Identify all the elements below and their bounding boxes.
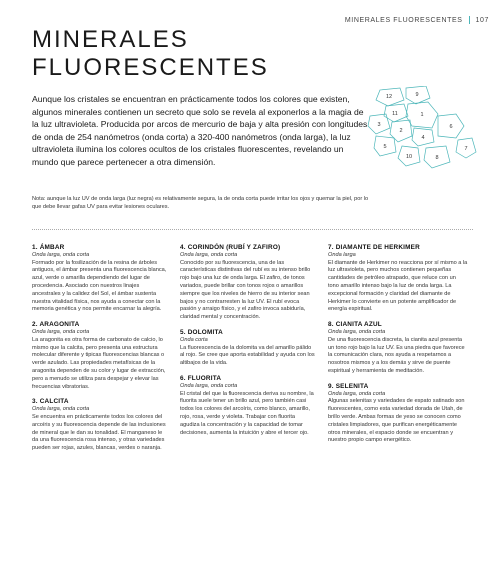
label-1: 1 xyxy=(420,112,424,118)
label-11: 11 xyxy=(392,111,398,117)
entry-wavelength: Onda larga, onda corta xyxy=(180,382,238,389)
column-1 xyxy=(32,244,168,460)
page-number: 107 xyxy=(475,16,489,24)
intro-paragraph: Aunque los cristales se encuentran en prácticamente todos los colores que existen, algunos minerales contienen un secreto que solo se revela al exponerlos a la magia de la luz ultravioleta. Producida por arcos de mercurio de baja y alta presión con longitudes de onda de 254 nanómetros (onda corta) a 320-400 nanómetros (onda larga), la luz ultravioleta ilumina los colores ocultos de los cristales fluorescentes, revelando un mundo que parece pertenecer a otra dimensión. xyxy=(32,94,368,167)
entry-aragonita xyxy=(32,321,168,391)
label-4: 4 xyxy=(421,135,425,141)
label-7: 7 xyxy=(464,146,468,152)
section-divider xyxy=(32,229,473,230)
label-10: 10 xyxy=(405,154,413,160)
entry-selenita xyxy=(328,383,468,445)
entry-wavelength: Onda larga, onda corta xyxy=(180,252,238,258)
label-8: 8 xyxy=(435,155,439,161)
entry-wavelength: Onda larga xyxy=(328,252,356,258)
label-6: 6 xyxy=(449,124,453,130)
entry-body: El cristal del que la fluorescencia deriva su nombre, la fluorita suele tener un brillo azul, pero también casi todos los colores del arcoíris, como blanco, amarillo, rojo, rosa, verde y violeta. Trabajar con fluorita agudiza la concentración y la capacidad de tomar decisiones, aumenta la intuición y abre el tercer ojo. xyxy=(180,390,314,436)
label-2: 2 xyxy=(399,128,403,134)
entry-body: Formado por la fosilización de la resina de árboles antiguos, el ámbar presenta una fluorescencia blanca, azul, verde o amarilla dependiendo del lugar de procedencia. Asociado con nuestros linajes ancestrales y la calidez del Sol, el ámbar sustenta nuestra vitalidad física, nos ayuda a conectar con la memoria genética y nos permite encarnar la alegría. xyxy=(32,259,167,313)
entry-wavelength: Onda larga, onda corta xyxy=(32,252,90,258)
title-line-1: MINERALES xyxy=(32,26,189,53)
entry-wavelength: Onda corta xyxy=(180,336,208,343)
entry-wavelength: Onda larga, onda corta xyxy=(32,406,90,413)
entry-herkimer xyxy=(328,244,468,314)
column-2 xyxy=(180,244,316,444)
entry-corindon xyxy=(180,244,316,322)
label-3: 3 xyxy=(377,122,381,128)
entry-calcita xyxy=(32,398,168,453)
entry-title: 2. ARAGONITA xyxy=(32,321,80,329)
entry-cianita xyxy=(328,321,468,376)
running-header xyxy=(345,16,489,24)
safety-note: Nota: aunque la luz UV de onda larga (luz negra) es relativamente segura, la de onda corta puede irritar los ojos y quemar la piel, por lo que debe llevar gafas UV para evitar lesiones oculares. xyxy=(32,196,369,211)
header-divider xyxy=(469,16,470,24)
entry-body: De una fluorescencia discreta, la cianita azul presenta un tono rojo bajo la luz UV. Es una piedra que favorece la comunicación clara, nos ayuda a respetarnos a nosotros mismos y a los demás y sirve de puente espiritual y herramienta de meditación. xyxy=(328,336,465,374)
entry-body: Se encuentra en prácticamente todos los colores del arcoíris y su fluorescencia depende de las inclusiones de mineral que le dan su tonalidad. El manganeso le da una fluorescencia rosa intenso, y otras variedades pueden ser rojas, azules, blancas, verdes o naranja. xyxy=(32,413,166,452)
entry-fluorita xyxy=(180,375,316,437)
entry-wavelength: Onda larga, onda corta xyxy=(32,329,90,336)
mineral-layout-diagram xyxy=(366,86,478,174)
entry-title: 3. CALCITA xyxy=(32,398,69,406)
label-5: 5 xyxy=(383,144,387,150)
entry-title: 9. SELENITA xyxy=(328,382,369,390)
entry-body: El diamante de Herkimer no reacciona por sí mismo a la luz ultravioleta, pero muchos contienen pequeñas cantidades de petróleo atrapado, que reluce con un tono amarillo intenso bajo la luz de onda larga. La excepcional formación y claridad del diamante de Herkimer lo convierte en un potente amplificador de energía espiritual. xyxy=(328,259,468,313)
entry-title: 8. CIANITA AZUL xyxy=(328,321,382,329)
entry-body: Algunas selenitas y variedades de espato satinado son fluorescentes, como esta variedad dorada de Utah, de brillo verde. Ambas formas de yeso se conocen como cristales limpiadores, que purifican energéticamente otros minerales, el espacio donde se encuentran y nuestro propio campo energético. xyxy=(328,398,465,444)
title-line-2: FLUORESCENTES xyxy=(32,54,269,81)
entry-body: Conocido por su fluorescencia, una de las características distintivas del rubí es su intenso brillo rojo bajo una luz de onda larga. El zafiro, de tonos variados, puede brillar con tonos rojos o amarillos siempre que los niveles de hierro de su interior sean bajos y no contrarresten la luz UV. El rubí evoca pasión y arraigo físico, y el zafiro invoca sabiduría, claridad mental y concentración. xyxy=(180,259,311,321)
entry-wavelength: Onda larga, onda corta xyxy=(328,390,386,397)
entry-title: 7. DIAMANTE DE HERKIMER xyxy=(328,244,420,251)
section-title: MINERALES FLUORESCENTES xyxy=(344,16,463,24)
label-12: 12 xyxy=(385,94,393,100)
entry-dolomita xyxy=(180,329,316,368)
entry-title: 4. CORINDÓN (RUBÍ Y ZAFIRO) xyxy=(180,244,281,251)
column-3 xyxy=(328,244,468,452)
entry-title: 6. FLUORITA xyxy=(180,374,222,382)
entry-body: La fluorescencia de la dolomita va del amarillo pálido al rojo. Se cree que aporta estabilidad y ayuda con los altibajos de la vida. xyxy=(180,344,315,367)
entry-wavelength: Onda larga, onda corta xyxy=(328,329,386,336)
entry-body: La aragonita es otra forma de carbonato de calcio, lo mismo que la calcita, pero presenta una estructura molecular diferente y tipicas fluorescencias blancas o verde azulado. Las propiedades metafísicas de la aragonita dependen de su color y lugar de extracción, pero a menudo se utiliza para despejar y elevar las frecuencias vibratorias. xyxy=(32,336,166,390)
label-9: 9 xyxy=(415,92,419,98)
entry-ambar xyxy=(32,244,168,314)
page-title xyxy=(32,26,269,82)
entry-title: 1. ÁMBAR xyxy=(32,244,65,251)
entry-title: 5. DOLOMITA xyxy=(180,328,223,336)
